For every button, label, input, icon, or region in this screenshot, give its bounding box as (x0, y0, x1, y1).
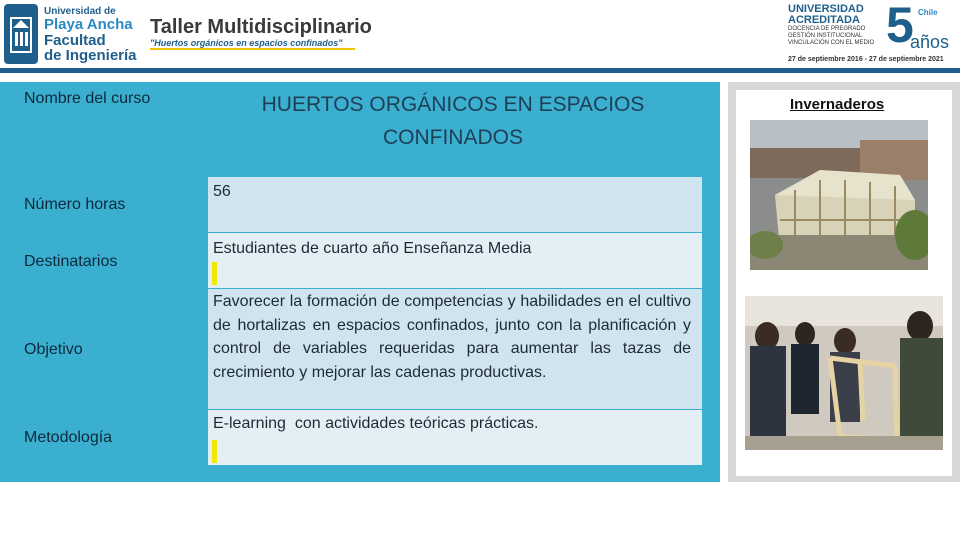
university-logo (4, 4, 136, 66)
sidebar-heading: Invernaderos (790, 96, 885, 113)
logo-line-1: Universidad de (44, 6, 116, 17)
greenhouse-photo (750, 120, 928, 270)
label-course-name: Nombre del curso (24, 90, 151, 107)
label-methodology: Metodología (24, 429, 113, 446)
text-cursor-marker (212, 262, 217, 285)
label-objective: Objetivo (24, 341, 83, 358)
objective-value: Favorecer la formación de competencias y habilidades en el cultivo de hortalizas en espacios confinados, junto con la planificación y control de variables requeridas para aumentar las tazas de crecimiento y mejorar las cadenas productivas. (213, 293, 691, 381)
workshop-title: Taller Multidisciplinario (150, 16, 372, 38)
accreditation-years-word: años (910, 32, 950, 52)
audience-value: Estudiantes de cuarto año Enseñanza Media (213, 240, 532, 257)
workshop-subtitle: "Huertos orgánicos en espacios confinados" (150, 38, 343, 48)
logo-line-4: de Ingeniería (44, 47, 137, 64)
accreditation-details: DOCENCIA DE PREGRADO GESTIÓN INSTITUCIONAL VINCULACIÓN CON EL MEDIO (788, 26, 875, 46)
hours-value: 56 (213, 183, 231, 200)
header-divider (0, 68, 960, 73)
logo-line-3: Facultad (44, 32, 106, 49)
logo-line-2: Playa Ancha (44, 16, 133, 33)
title-underline (150, 48, 355, 50)
methodology-value: E-learning con actividades teóricas prácticas. (213, 415, 539, 432)
course-title: HUERTOS ORGÁNICOS EN ESPACIOS CONFINADOS (261, 93, 645, 149)
accreditation-logo (788, 2, 958, 66)
accreditation-chile: Chile (918, 8, 938, 17)
accreditation-dates: 27 de septiembre 2016 - 27 de septiembre 2021 (788, 56, 944, 63)
students-photo (745, 296, 943, 450)
accreditation-heading: UNIVERSIDAD ACREDITADA (788, 3, 864, 26)
accreditation-years-number: 5 (886, 0, 914, 53)
label-audience: Destinatarios (24, 253, 118, 270)
label-hours: Número horas (24, 196, 126, 213)
text-cursor-marker (212, 440, 217, 463)
hours-cell (208, 177, 702, 232)
university-crest-icon (4, 4, 38, 64)
